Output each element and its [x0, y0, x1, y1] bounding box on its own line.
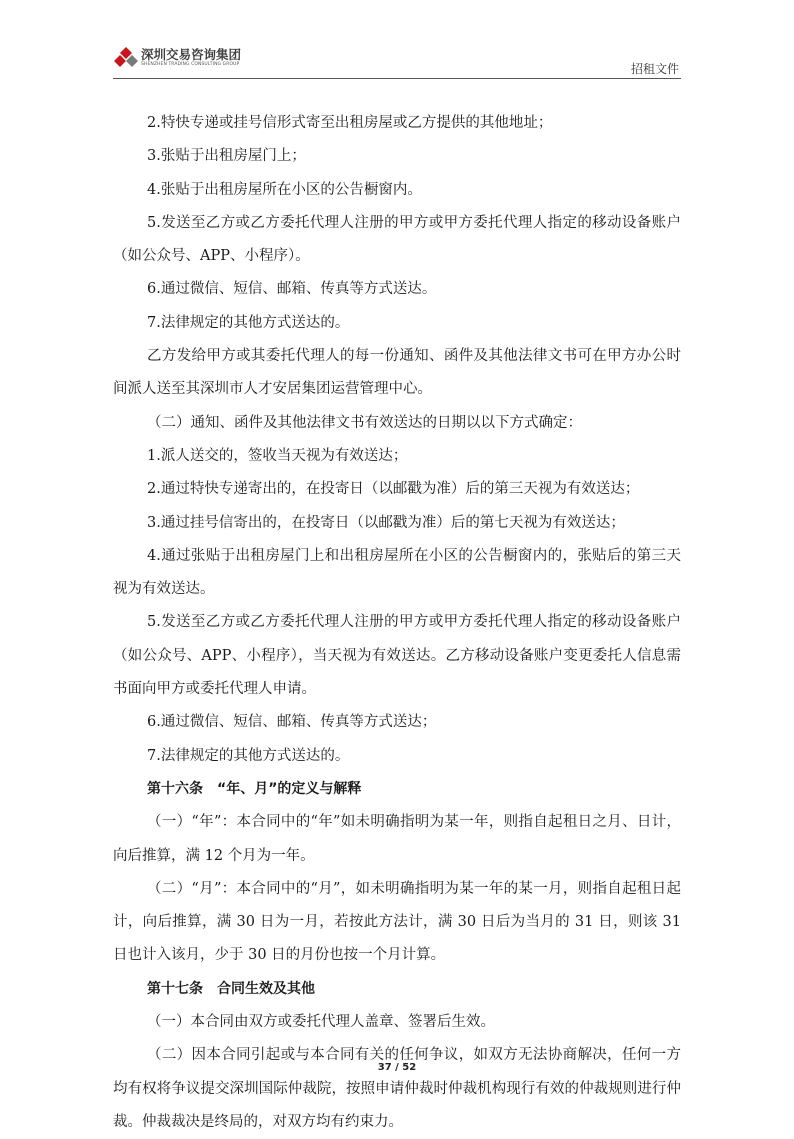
- article-heading-16: [113, 773, 681, 806]
- paragraph: （二）因本合同引起或与本合同有关的任何争议，如双方无法协商解决，任何一方均有权将争议提交深圳国际仲裁院，按照申请仲裁时仲裁机构现行有效的仲裁规则进行仲裁。仲裁裁决是终局的，对双方均有约束力。: [113, 1047, 681, 1130]
- paragraph: （二）“月”：本合同中的“月”，如未明确指明为某一年的某一月，则指自起租日起计，向后推算，满 30 日为一月，若按此方法计，满 30 日后为当月的 31 日，则该 31 日也计入该月，少于 30 日的月份也按一个月计算。: [113, 880, 681, 964]
- paragraph: 7.法律规定的其他方式送达的。: [147, 747, 350, 764]
- article-heading-17: [113, 973, 681, 1006]
- paragraph: （一）“年”：本合同中的“年”如未明确指明为某一年，则指自起租日之月、日计，向后推算，满 12 个月为一年。: [113, 814, 681, 864]
- paragraph: 3.通过挂号信寄出的，在投寄日（以邮戳为准）后的第七天视为有效送达；: [147, 514, 625, 531]
- header-divider: [113, 78, 681, 79]
- logo-mark-icon: [113, 46, 139, 72]
- paragraph: 6.通过微信、短信、邮箱、传真等方式送达。: [147, 281, 437, 298]
- page-header: [113, 40, 681, 80]
- article-number: 第十七条: [147, 980, 203, 997]
- paragraph: 4.通过张贴于出租房屋门上和出租房屋所在小区的公告橱窗内的，张贴后的第三天视为有效送达。: [113, 547, 681, 598]
- paragraph: 乙方发给甲方或其委托代理人的每一份通知、函件及其他法律文书可在甲方办公时间派人送至其深圳市人才安居集团运营管理中心。: [113, 348, 681, 398]
- paragraph: 1.派人送交的，签收当天视为有效送达；: [147, 447, 408, 464]
- company-logo: [113, 44, 263, 74]
- paragraph: （二）通知、函件及其他法律文书有效送达的日期以以下方式确定：: [147, 414, 582, 431]
- page-number: 37 / 52: [377, 1062, 417, 1073]
- article-title: 合同生效及其他: [217, 980, 315, 997]
- paragraph: 5.发送至乙方或乙方委托代理人注册的甲方或甲方委托代理人指定的移动设备账户（如公众号、APP、小程序），当天视为有效送达。乙方移动设备账户变更委托人信息需书面向甲方或委托代理人申请。: [113, 614, 681, 698]
- paragraph: 2.特快专递或挂号信形式寄至出租房屋或乙方提供的其他地址；: [147, 115, 553, 131]
- paragraph: 4.张贴于出租房屋所在小区的公告橱窗内。: [147, 181, 422, 198]
- logo-company-name: 深圳交易咨询集团: [141, 47, 242, 62]
- article-title: “年、月”的定义与解释: [217, 780, 362, 797]
- paragraph: 7.法律规定的其他方式送达的。: [147, 314, 350, 331]
- article-number: 第十六条: [147, 780, 203, 797]
- document-body: [113, 107, 681, 1139]
- paragraph: 3.张贴于出租房屋门上；: [147, 148, 306, 165]
- paragraph: 2.通过特快专递寄出的，在投寄日（以邮戳为准）后的第三天视为有效送达；: [147, 481, 640, 498]
- paragraph: 6.通过微信、短信、邮箱、传真等方式送达；: [147, 714, 437, 731]
- paragraph: （一）本合同由双方或委托代理人盖章、签署后生效。: [147, 1014, 495, 1031]
- logo-company-name-en: SHENZHEN TRADING CONSULTING GROUP: [141, 62, 240, 67]
- paragraph: 5.发送至乙方或乙方委托代理人注册的甲方或甲方委托代理人指定的移动设备账户（如公众号、APP、小程序）。: [113, 214, 681, 265]
- document-type: 招租文件: [630, 62, 679, 76]
